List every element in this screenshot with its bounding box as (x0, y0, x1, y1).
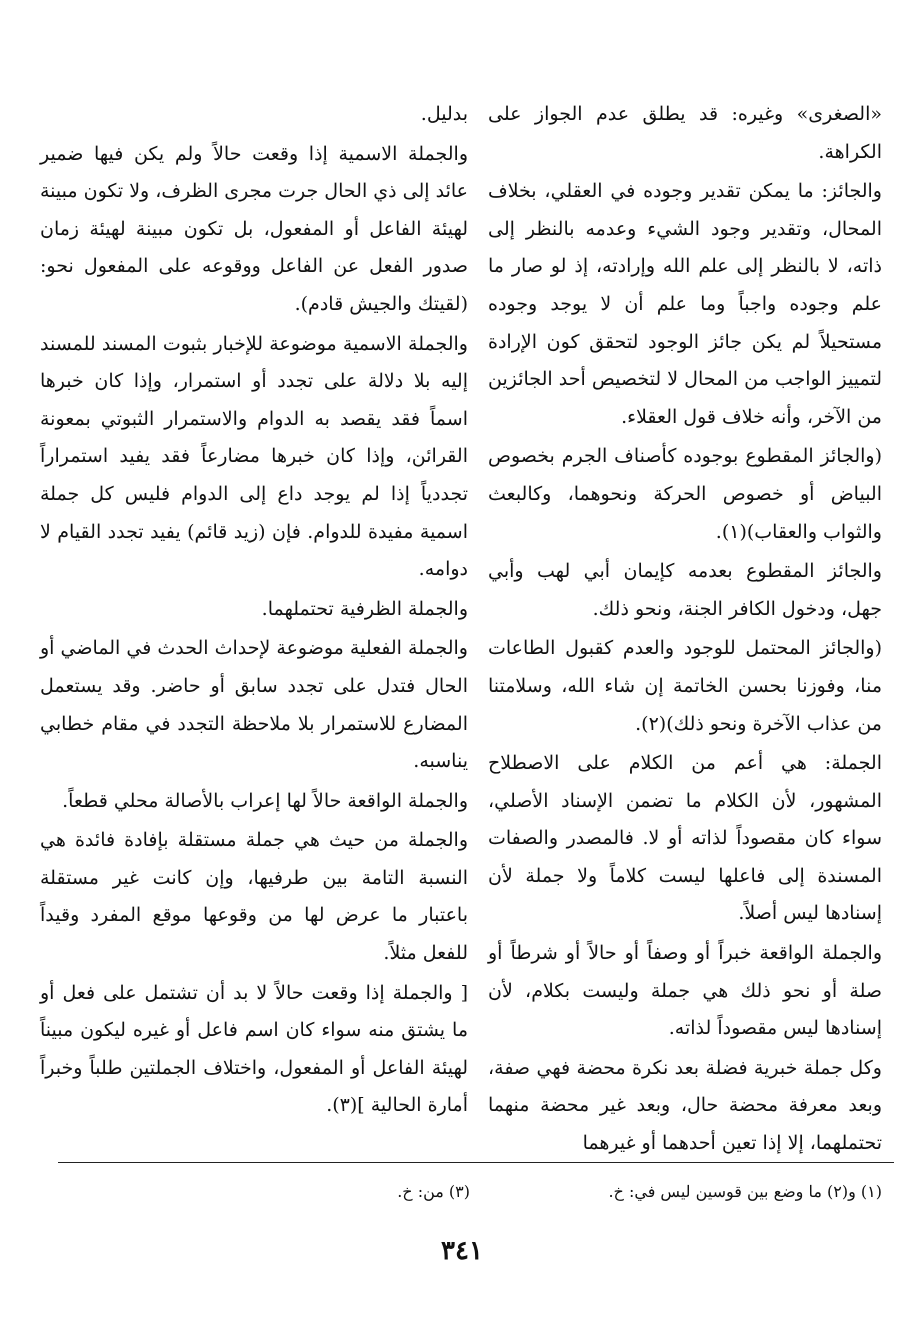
paragraph: (والجائز المقطوع بوجوده كأصناف الجرم بخصوص البياض أو خصوص الحركة ونحوهما، وكالبعث والثواب والعقاب)(١). (488, 445, 882, 543)
paragraph: والجملة الفعلية موضوعة لإحداث الحدث في الماضي أو الحال فتدل على تجدد سابق أو حاضر. وقد يستعمل المضارع للاستمرار بلا ملاحظة التجدد في مقام خطابي يناسبه. (40, 637, 468, 773)
paragraph: والجملة الظرفية تحتملهما. (261, 597, 468, 620)
paragraph: [ والجملة إذا وقعت حالاً لا بد أن تشتمل على فعل أو ما يشتق منه سواء كان اسم فاعل أو غيره ليكون مبيناً لهيئة الفاعل أو المفعول، واختلاف الجملتين طلباً وخبراً أمارة الحالية ](٣). (40, 981, 468, 1117)
paragraph: والجائز المقطوع بعدمه كإيمان أبي لهب وأبي جهل، ودخول الكافر الجنة، ونحو ذلك. (488, 560, 882, 620)
paragraph: والجملة الاسمية إذا وقعت حالاً ولم يكن فيها ضمير عائد إلى ذي الحال جرت مجرى الظرف، ولا تكون مبينة لهيئة الفاعل أو المفعول، بل تكون مبينة لهيئة زمان صدور الفعل عن الفاعل ووقوعه على المفعول نحو: (لقيتك والجيش قادم). (40, 142, 468, 315)
left-column (40, 96, 468, 1125)
footnote-right: (١) و(٢) ما وضع بين قوسين ليس في: خ. (608, 1182, 882, 1201)
right-column (488, 96, 882, 1163)
paragraph: والجائز: ما يمكن تقدير وجوده في العقلي، بخلاف المحال، وتقدير وجود الشيء وعدمه بالنظر إلى ذاته، لا بالنظر إلى علم الله وإرادته، إذ لو صار ما علم وجوده واجباً وما علم أن لا يوجد وجوده مستحيلاً لم يكن جائز الوجود لتحقق كون الإرادة لتمييز الواجب من المحال لا لتخصيص أحد الجائزين من الآخر، وأنه خلاف قول العقلاء. (488, 180, 882, 428)
paragraph: والجملة الواقعة خبراً أو وصفاً أو حالاً أو شرطاً أو صلة أو نحو ذلك هي جملة وليست بكلام، لأن إسنادها ليس مقصوداً لذاته. (488, 942, 882, 1040)
paragraph: (والجائز المحتمل للوجود والعدم كقبول الطاعات منا، وفوزنا بحسن الخاتمة إن شاء الله، وسلامتنا من عذاب الآخرة ونحو ذلك)(٢). (488, 637, 882, 735)
paragraph: والجملة من حيث هي جملة مستقلة بإفادة فائدة هي النسبة التامة بين طرفيها، وإن كانت غير مستقلة باعتبار ما عرض لها من وقوعها موقع المفرد وقيداً للفعل مثلاً. (40, 829, 468, 965)
paragraph: بدليل. (420, 103, 468, 125)
paragraph: وكل جملة خبرية فضلة بعد نكرة محضة فهي صفة، وبعد معرفة محضة حال، وبعد غير محضة منهما تحتملهما، إلا إذا تعين أحدهما أو غيرهما (488, 1056, 882, 1155)
footnote-divider (58, 1162, 894, 1163)
paragraph: الجملة: هي أعم من الكلام على الاصطلاح المشهور، لأن الكلام ما تضمن الإسناد الأصلي، سواء كان مقصوداً لذاته أو لا. فالمصدر والصفات المسندة إلى فاعلها ليست كلاماً ولا جملة لأن إسنادها ليس أصلاً. (488, 752, 882, 925)
paragraph: والجملة الاسمية موضوعة للإخبار بثبوت المسند للمسند إليه بلا دلالة على تجدد أو استمرار، وإذا كان خبرها اسماً فقد يقصد به الدوام والاستمرار الثبوتي بمعونة القرائن، وإذا كان خبرها مضارعاً فقد يفيد استمراراً تجددياً إذا لم يوجد داع إلى الدوام فليس كل جملة اسمية مفيدة للدوام. فإن (زيد قائم) يفيد تجدد القيام لا دوامه. (40, 332, 468, 581)
paragraph: والجملة الواقعة حالاً لها إعراب بالأصالة محلي قطعاً. (62, 789, 468, 812)
page-number: ٣٤١ (441, 1236, 483, 1266)
footnote-left: (٣) من: خ. (397, 1182, 470, 1201)
paragraph: «الصغرى» وغيره: قد يطلق عدم الجواز على الكراهة. (488, 103, 882, 163)
